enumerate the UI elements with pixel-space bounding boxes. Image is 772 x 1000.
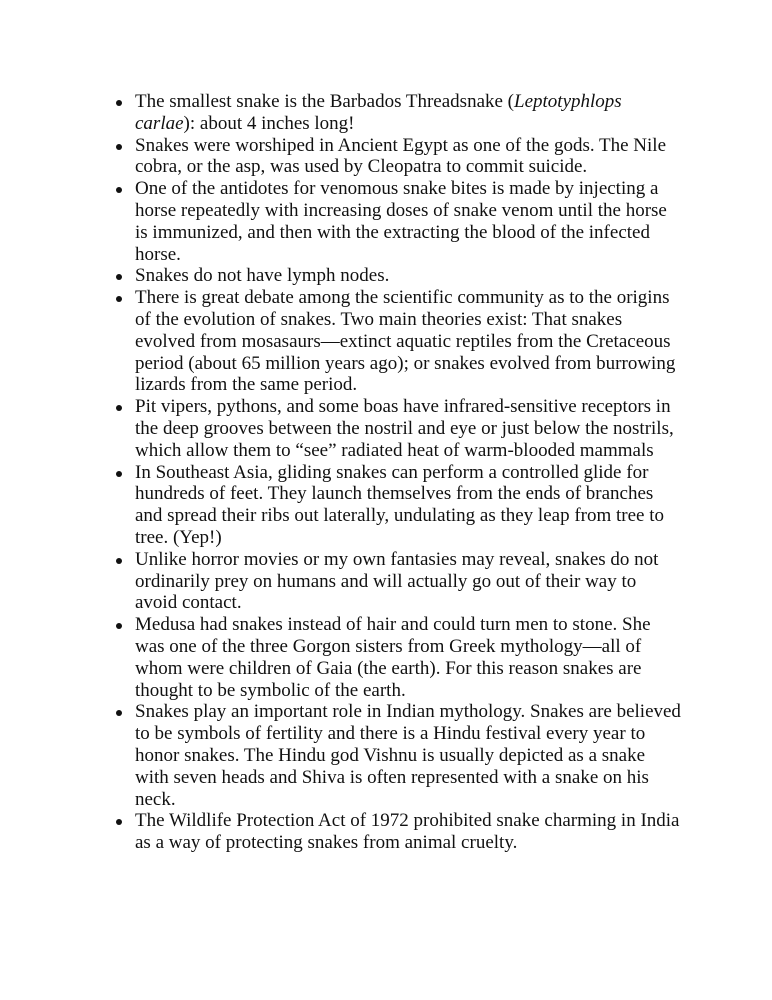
- fact-text-part: The smallest snake is the Barbados Threadsnake (: [135, 91, 515, 112]
- bullet-icon: [116, 274, 122, 280]
- fact-text: Medusa had snakes instead of hair and could turn men to stone. She was one of the three Gorgon sisters from Greek mythology—all of whom were children of Gaia (the earth). For this reason snakes are thought to be symbolic of the earth.: [135, 614, 651, 701]
- bullet-icon: [116, 100, 122, 106]
- bullet-icon: [116, 187, 122, 193]
- bullet-icon: [116, 623, 122, 629]
- fact-text: Snakes do not have lymph nodes.: [135, 265, 390, 287]
- bullet-icon: [116, 819, 122, 825]
- list-item: [111, 701, 681, 810]
- bullet-icon: [116, 144, 122, 150]
- fact-text: Snakes play an important role in Indian mythology. Snakes are believed to be symbols of fertility and there is a Hindu festival every year to honor snakes. The Hindu god Vishnu is usually depicted as a snake with seven heads and Shiva is often represented with a snake on his neck.: [135, 701, 681, 810]
- fact-text: Snakes were worshiped in Ancient Egypt as one of the gods. The Nile cobra, or the asp, was used by Cleopatra to commit suicide.: [135, 134, 667, 178]
- scientific-name: Leptotyphlops carlae: [135, 91, 622, 134]
- bullet-icon: [116, 405, 122, 411]
- list-item: [111, 265, 681, 287]
- fact-text: Pit vipers, pythons, and some boas have infrared-sensitive receptors in the deep grooves between the nostril and eye or just below the nostrils, which allow them to “see” radiated heat of warm-blooded mammals: [135, 396, 674, 461]
- list-item: [111, 810, 681, 854]
- list-item: [111, 135, 681, 179]
- fact-text-part: ): about 4 inches long!: [183, 112, 355, 134]
- fact-text: There is great debate among the scientific community as to the origins of the evolution of snakes. Two main theories exist: That snakes evolved from mosasaurs—extinct aquatic reptiles from the Cretaceous period (about 65 million years ago); or snakes evolved from burrowing lizards from the same period.: [135, 287, 676, 396]
- list-item: [111, 396, 681, 461]
- bullet-icon: [116, 558, 122, 564]
- snake-facts-list: [111, 91, 681, 854]
- list-item: [111, 287, 681, 396]
- list-item: [111, 614, 681, 701]
- bullet-icon: [116, 710, 122, 716]
- list-item: [111, 549, 681, 614]
- list-item: [111, 91, 681, 135]
- fact-text: In Southeast Asia, gliding snakes can perform a controlled glide for hundreds of feet. They launch themselves from the ends of branches and spread their ribs out laterally, undulating as they leap from tree to tree. (Yep!): [135, 461, 665, 548]
- bullet-icon: [116, 296, 122, 302]
- fact-text: The Wildlife Protection Act of 1972 prohibited snake charming in India as a way of protecting snakes from animal cruelty.: [135, 810, 680, 854]
- list-item: [111, 178, 681, 265]
- bullet-icon: [116, 471, 122, 477]
- fact-text: [135, 91, 622, 134]
- fact-text: One of the antidotes for venomous snake bites is made by injecting a horse repeatedly with increasing doses of snake venom until the horse is immunized, and then with the extracting the blood of the infected horse.: [135, 178, 667, 265]
- list-item: [111, 462, 681, 549]
- fact-text: Unlike horror movies or my own fantasies may reveal, snakes do not ordinarily prey on humans and will actually go out of their way to avoid contact.: [135, 548, 659, 614]
